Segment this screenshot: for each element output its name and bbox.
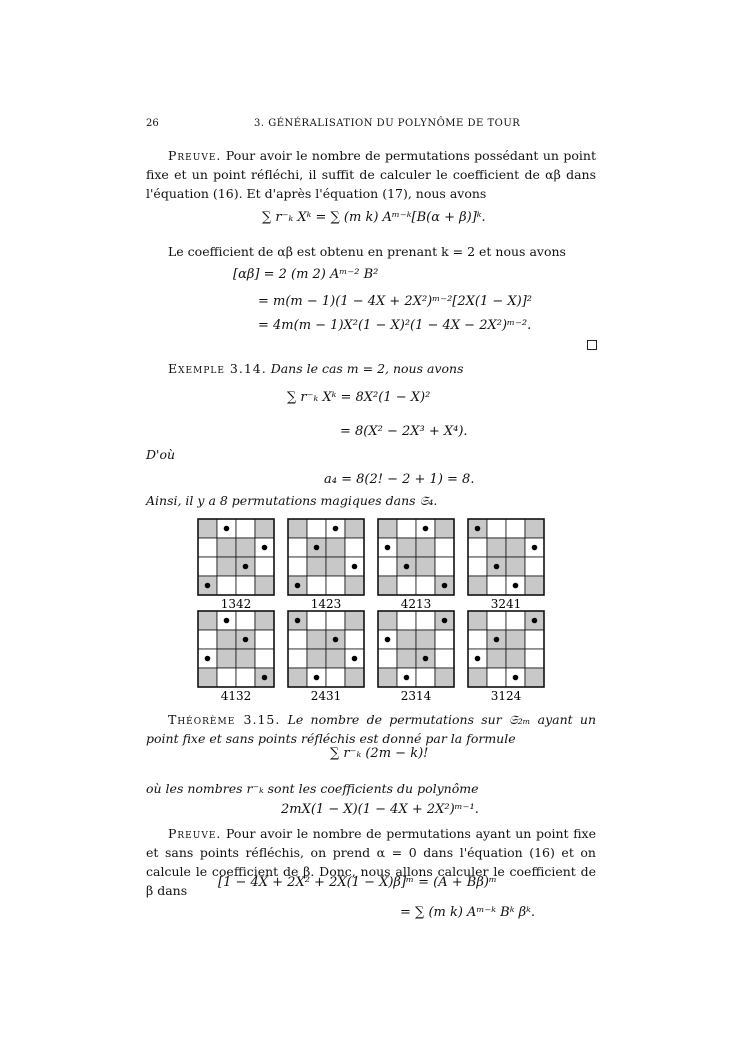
board-cell — [345, 576, 364, 595]
board-cell — [487, 649, 506, 668]
board-cell — [506, 630, 525, 649]
theorem-text: Le nombre de permutations sur 𝔖₂ₘ ayant un point fixe et sans points réfléchis est donné par la formule — [146, 712, 597, 746]
board-dot — [513, 675, 519, 681]
board-cell — [345, 668, 364, 687]
proof2-text: Pour avoir le nombre de permutations ayant un point fixe et sans points réfléchis, on prend α = 0 dans l'équation (16) et on calcule le coefficient de β. Donc, nous allons calculer le coefficient de β dans — [146, 826, 596, 898]
board-cell — [307, 649, 326, 668]
board-cell — [435, 649, 454, 668]
board-dot — [423, 656, 429, 662]
theorem-text-2: où les nombres r⁻ₖ sont les coefficients du polynôme — [146, 781, 479, 796]
board-label: 4132 — [220, 689, 252, 703]
board-label: 3124 — [490, 689, 522, 703]
board-cell — [468, 668, 487, 687]
board-cell — [236, 538, 255, 557]
board-dot — [532, 545, 538, 551]
example-equation-1: ∑ r⁻ₖ Xᵏ = 8X²(1 − X)² — [287, 390, 431, 405]
board-cell — [288, 630, 307, 649]
board-cell — [198, 538, 217, 557]
board-dot — [423, 526, 429, 532]
theorem-equation-1: ∑ r⁻ₖ (2m − k)! — [330, 746, 429, 761]
board-cell — [468, 557, 487, 576]
board-cell — [416, 630, 435, 649]
board-4213 — [378, 519, 454, 611]
theorem-label: Théorème 3.15. — [168, 712, 281, 727]
board-cell — [506, 649, 525, 668]
board-cell — [326, 611, 345, 630]
board-dot — [385, 637, 391, 643]
board-cell — [326, 576, 345, 595]
board-cell — [506, 519, 525, 538]
board-dot — [404, 675, 410, 681]
board-cell — [326, 649, 345, 668]
board-cell — [506, 538, 525, 557]
board-dot — [262, 675, 268, 681]
board-cell — [307, 630, 326, 649]
board-cell — [487, 519, 506, 538]
board-cell — [416, 611, 435, 630]
board-cell — [378, 611, 397, 630]
proof-paragraph-1 — [146, 146, 596, 203]
board-label: 2431 — [310, 689, 342, 703]
board-cell — [487, 538, 506, 557]
board-cell — [378, 557, 397, 576]
board-cell — [217, 649, 236, 668]
board-cell — [236, 611, 255, 630]
board-cell — [397, 538, 416, 557]
board-cell — [525, 649, 544, 668]
board-cell — [217, 538, 236, 557]
board-dot — [404, 564, 410, 570]
board-cell — [217, 576, 236, 595]
equation-alpha-beta: [αβ] = 2 (m 2) Aᵐ⁻² B² — [233, 267, 379, 282]
board-cell — [345, 611, 364, 630]
board-dot — [295, 618, 301, 624]
board-cell — [198, 630, 217, 649]
board-dot — [385, 545, 391, 551]
qed-symbol — [587, 340, 597, 350]
proof2-label: Preuve. — [168, 826, 222, 841]
board-cell — [288, 668, 307, 687]
coefficient-line — [146, 242, 596, 261]
board-cell — [506, 611, 525, 630]
equation-alpha-beta-line3: = 4m(m − 1)X²(1 − X)²(1 − 4X − 2X²)ᵐ⁻². — [258, 318, 532, 333]
board-cell — [435, 538, 454, 557]
equation-sum-r-k: ∑ r⁻ₖ Xᵏ = ∑ (m k) Aᵐ⁻ᵏ[B(α + β)]ᵏ. — [262, 210, 486, 225]
board-cell — [307, 557, 326, 576]
board-cell — [397, 611, 416, 630]
board-dot — [205, 656, 211, 662]
board-3124 — [468, 611, 544, 703]
board-dot — [532, 618, 538, 624]
board-dot — [475, 656, 481, 662]
board-cell — [217, 668, 236, 687]
board-dot — [352, 564, 358, 570]
board-cell — [345, 519, 364, 538]
board-cell — [525, 630, 544, 649]
board-dot — [352, 656, 358, 662]
board-1423 — [288, 519, 364, 611]
board-cell — [326, 668, 345, 687]
example-label: Exemple 3.14. — [168, 361, 267, 376]
board-cell — [525, 519, 544, 538]
page-number: 26 — [146, 118, 159, 129]
board-label: 4213 — [400, 597, 432, 611]
board-cell — [525, 668, 544, 687]
board-cell — [468, 576, 487, 595]
board-cell — [288, 557, 307, 576]
board-cell — [255, 630, 274, 649]
board-label: 3241 — [490, 597, 522, 611]
board-dot — [314, 545, 320, 551]
coefficient-text: Le coefficient de αβ est obtenu en prenant k = 2 et nous avons — [168, 244, 566, 259]
board-cell — [255, 576, 274, 595]
board-cell — [506, 557, 525, 576]
board-dot — [224, 618, 230, 624]
board-cell — [307, 611, 326, 630]
dou-text: D'où — [146, 447, 176, 462]
equation-alpha-beta-line2: = m(m − 1)(1 − 4X + 2X²)ᵐ⁻²[2X(1 − X)]² — [258, 294, 532, 309]
board-cell — [435, 630, 454, 649]
board-3241 — [468, 519, 544, 611]
proof2-equation-2: = ∑ (m k) Aᵐ⁻ᵏ Bᵏ βᵏ. — [400, 905, 535, 920]
board-cell — [236, 576, 255, 595]
board-cell — [378, 649, 397, 668]
board-cell — [487, 668, 506, 687]
board-label: 2314 — [400, 689, 432, 703]
board-dot — [224, 526, 230, 532]
board-cell — [468, 630, 487, 649]
board-cell — [416, 668, 435, 687]
board-cell — [378, 668, 397, 687]
board-dot — [333, 637, 339, 643]
board-cell — [435, 519, 454, 538]
board-cell — [198, 668, 217, 687]
board-cell — [487, 576, 506, 595]
running-title: 3. GÉNÉRALISATION DU POLYNÔME DE TOUR — [254, 118, 521, 129]
board-cell — [217, 630, 236, 649]
board-dot — [442, 618, 448, 624]
board-dot — [262, 545, 268, 551]
board-cell — [378, 576, 397, 595]
theorem-paragraph — [146, 710, 596, 748]
example-equation-3: a₄ = 8(2! − 2 + 1) = 8. — [324, 472, 475, 487]
board-cell — [468, 611, 487, 630]
board-cell — [307, 576, 326, 595]
board-dot — [314, 675, 320, 681]
board-cell — [435, 668, 454, 687]
board-2314 — [378, 611, 454, 703]
example-equation-2: = 8(X² − 2X³ + X⁴). — [340, 424, 468, 439]
board-1342 — [198, 519, 274, 611]
board-cell — [236, 649, 255, 668]
proof2-equation-1: [1 − 4X + 2X² + 2X(1 − X)β]ᵐ = (A + Bβ)ᵐ — [218, 875, 497, 890]
board-cell — [487, 611, 506, 630]
board-dot — [442, 583, 448, 589]
board-dot — [205, 583, 211, 589]
board-dot — [513, 583, 519, 589]
board-cell — [255, 649, 274, 668]
board-cell — [397, 519, 416, 538]
board-cell — [416, 538, 435, 557]
board-cell — [397, 630, 416, 649]
board-cell — [525, 557, 544, 576]
board-label: 1342 — [220, 597, 252, 611]
board-2431 — [288, 611, 364, 703]
board-dot — [295, 583, 301, 589]
board-label: 1423 — [310, 597, 342, 611]
board-cell — [435, 557, 454, 576]
board-cell — [326, 557, 345, 576]
board-cell — [345, 630, 364, 649]
example-conclusion: Ainsi, il y a 8 permutations magiques dans 𝔖₄. — [146, 493, 438, 508]
board-cell — [525, 576, 544, 595]
board-cell — [288, 649, 307, 668]
board-cell — [468, 538, 487, 557]
board-dot — [243, 637, 249, 643]
board-cell — [416, 557, 435, 576]
board-4132 — [198, 611, 274, 703]
board-dot — [494, 564, 500, 570]
board-cell — [288, 538, 307, 557]
board-cell — [198, 557, 217, 576]
board-cell — [416, 576, 435, 595]
example-paragraph — [146, 359, 596, 378]
board-dot — [333, 526, 339, 532]
board-cell — [307, 519, 326, 538]
board-cell — [326, 538, 345, 557]
board-cell — [236, 668, 255, 687]
board-dot — [243, 564, 249, 570]
proof-label: Preuve. — [168, 148, 222, 163]
board-cell — [255, 557, 274, 576]
board-cell — [217, 557, 236, 576]
board-cell — [255, 611, 274, 630]
board-cell — [288, 519, 307, 538]
theorem-equation-2: 2mX(1 − X)(1 − 4X + 2X²)ᵐ⁻¹. — [281, 802, 479, 817]
board-cell — [236, 519, 255, 538]
board-cell — [378, 519, 397, 538]
board-cell — [255, 519, 274, 538]
board-cell — [397, 649, 416, 668]
example-text: Dans le cas m = 2, nous avons — [270, 361, 464, 376]
board-cell — [198, 519, 217, 538]
board-cell — [198, 611, 217, 630]
board-dot — [494, 637, 500, 643]
permutation-boards-figure — [190, 515, 555, 703]
board-cell — [397, 576, 416, 595]
board-dot — [475, 526, 481, 532]
board-cell — [345, 538, 364, 557]
proof-text: Pour avoir le nombre de permutations possédant un point fixe et un point réfléchi, il suffit de calculer le coefficient de αβ dans l'équation (16). Et d'après l'équation (17), nous avons — [146, 148, 596, 201]
